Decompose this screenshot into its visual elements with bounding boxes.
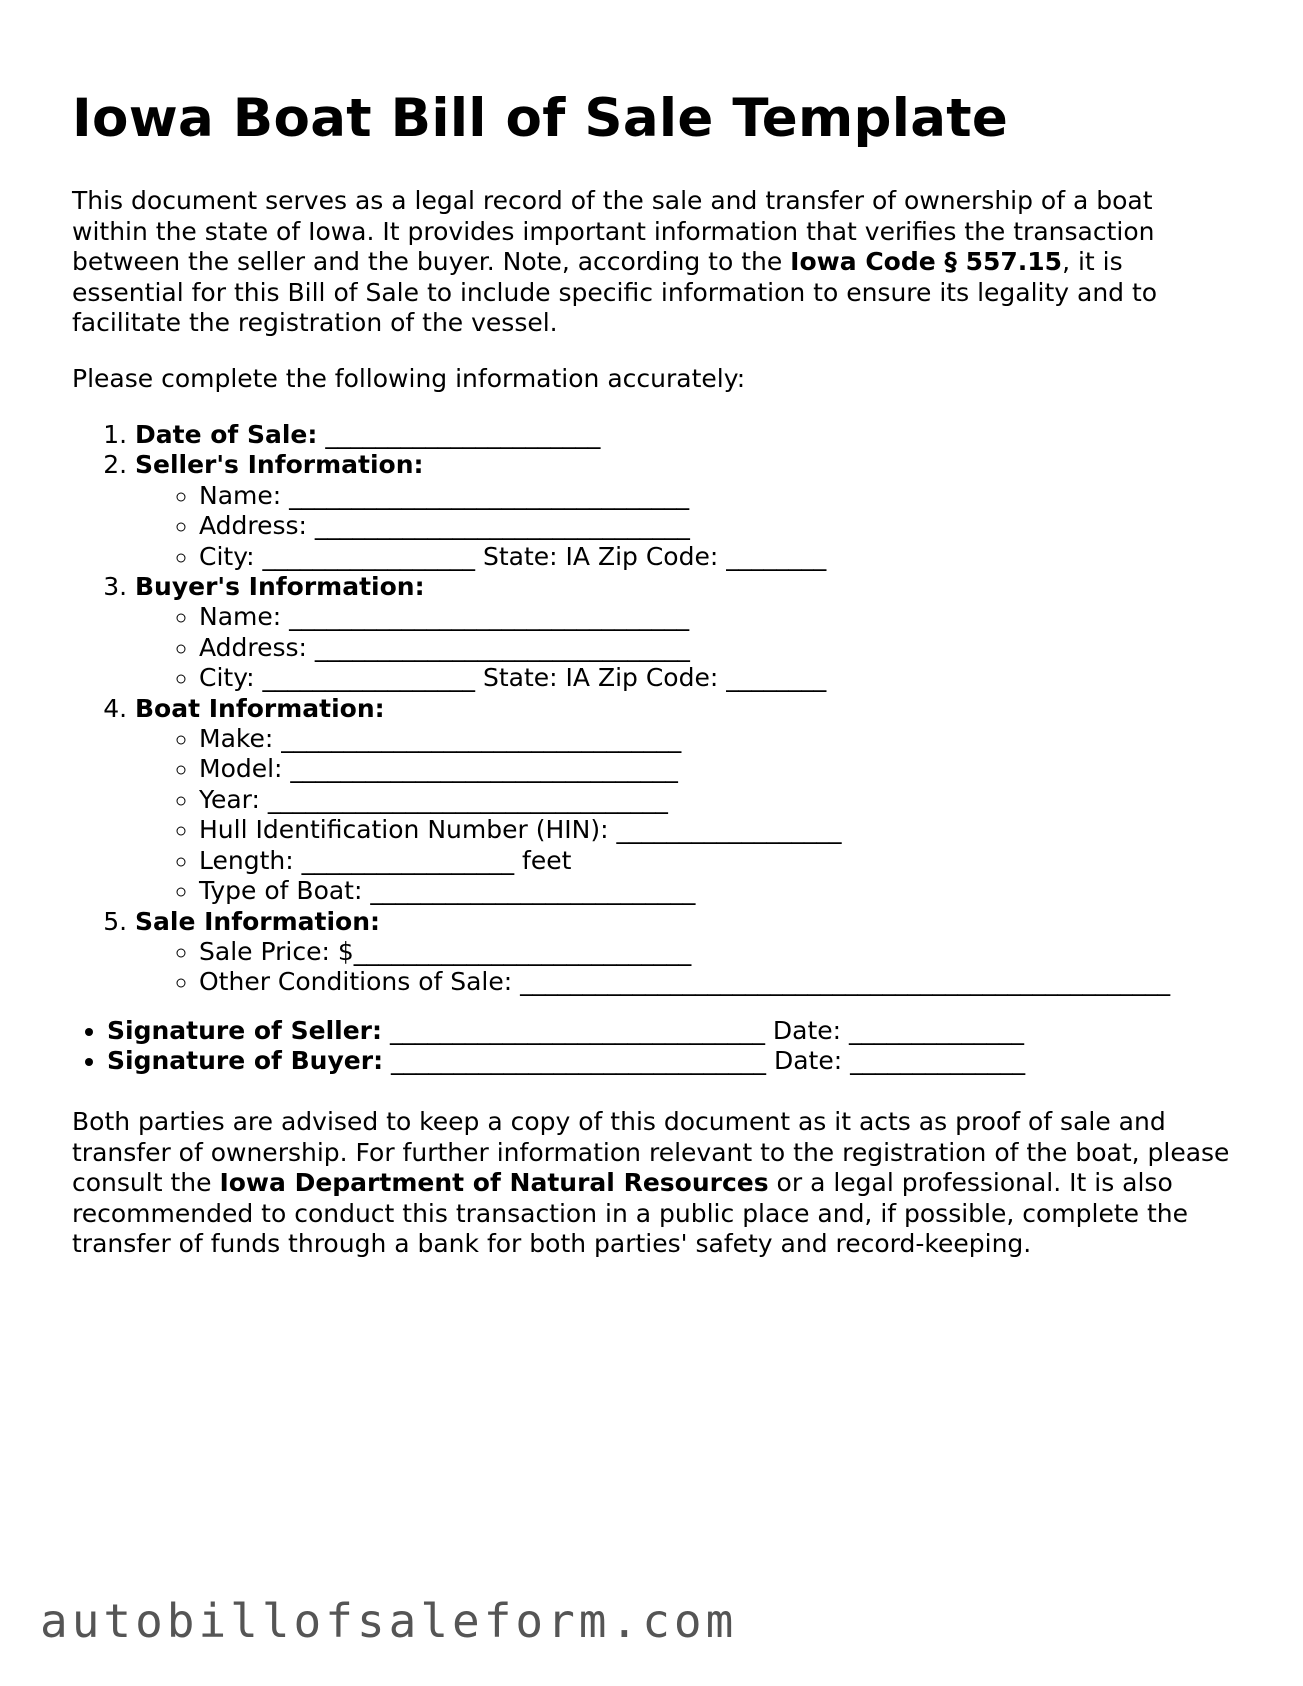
seller-signature-line: [107, 1016, 1025, 1046]
boat-information-label: Boat Information:: [135, 693, 385, 723]
seller-address-field[interactable]: ◦ Address: ______________________________: [199, 511, 1170, 541]
iowa-dnr-reference: Iowa Department of Natural Resources: [219, 1168, 769, 1197]
buyer-address-field[interactable]: ◦ Address: ______________________________: [199, 633, 1170, 663]
iowa-code-reference: Iowa Code § 557.15: [790, 247, 1063, 276]
date-of-sale-field[interactable]: ______________________: [317, 420, 601, 449]
boat-type-field[interactable]: ◦ Type of Boat: __________________________: [199, 876, 1170, 906]
closing-text-after: or a legal professional. It is also recommended to conduct this transaction in a public place and, if possible, complete the transfer of funds through a bank for both parties' safety and record-keeping.: [72, 1168, 1189, 1258]
seller-information-label: Seller's Information:: [135, 450, 424, 480]
sale-price-field[interactable]: ◦ Sale Price: $___________________________: [199, 937, 1170, 967]
intro-text-after: , it is essential for this Bill of Sale to include specific information to ensure its legality and to facilitate the registration of the vessel.: [72, 247, 1158, 337]
signature-list: [72, 1016, 1025, 1077]
form-sections: [72, 420, 1170, 998]
buyer-city-state-zip-field[interactable]: ◦ City: _________________ State: IA Zip Code: ________: [199, 663, 1170, 693]
instruction-text: Please complete the following information accurately:: [72, 364, 746, 393]
closing-text-before: Both parties are advised to keep a copy of this document as it acts as proof of sale and transfer of ownership. For further information relevant to the registration of the boat, please consult the: [72, 1107, 1230, 1197]
intro-text-before: This document serves as a legal record of the sale and transfer of ownership of a boat within the state of Iowa. It provides important information that verifies the transaction between the seller and the buyer. Note, according to the: [72, 186, 1155, 276]
seller-name-field[interactable]: ◦ Name: ________________________________: [199, 481, 1170, 511]
sale-information-label: Sale Information:: [135, 906, 380, 936]
boat-hin-field[interactable]: ◦ Hull Identification Number (HIN): __________________: [199, 815, 1170, 845]
seller-fields: [135, 481, 1170, 572]
buyer-information-label: Buyer's Information:: [135, 572, 425, 602]
buyer-name-field[interactable]: ◦ Name: ________________________________: [199, 602, 1170, 632]
section-sale-information: [135, 907, 1170, 998]
seller-signature-field[interactable]: ______________________________ Date: ______________: [382, 1016, 1025, 1045]
sale-conditions-field[interactable]: ◦ Other Conditions of Sale: ____________________________________________________: [199, 967, 1170, 997]
closing-paragraph: [72, 1107, 1232, 1260]
boat-fields: [135, 724, 1170, 906]
seller-city-state-zip-field[interactable]: ◦ City: _________________ State: IA Zip Code: ________: [199, 542, 1170, 572]
sale-fields: [135, 937, 1170, 998]
watermark: autobillofsaleform.com: [40, 1594, 738, 1648]
section-boat-information: [135, 694, 1170, 907]
intro-paragraph: [72, 186, 1232, 339]
section-seller-information: [135, 450, 1170, 572]
boat-make-field[interactable]: ◦ Make: ________________________________: [199, 724, 1170, 754]
boat-model-field[interactable]: ◦ Model: _______________________________: [199, 754, 1170, 784]
buyer-signature-label: Signature of Buyer:: [107, 1046, 384, 1076]
boat-year-field[interactable]: ◦ Year: ________________________________: [199, 785, 1170, 815]
page-title: Iowa Boat Bill of Sale Template: [72, 88, 1009, 149]
buyer-signature-line: [107, 1046, 1025, 1076]
buyer-signature-field[interactable]: ______________________________ Date: ______________: [383, 1046, 1026, 1076]
seller-signature-label: Signature of Seller:: [107, 1016, 383, 1045]
boat-length-field[interactable]: ◦ Length: _________________ feet: [199, 846, 1170, 876]
section-buyer-information: [135, 572, 1170, 694]
date-of-sale-label: Date of Sale:: [135, 420, 318, 449]
buyer-fields: [135, 602, 1170, 693]
section-date-of-sale: [135, 420, 1170, 450]
